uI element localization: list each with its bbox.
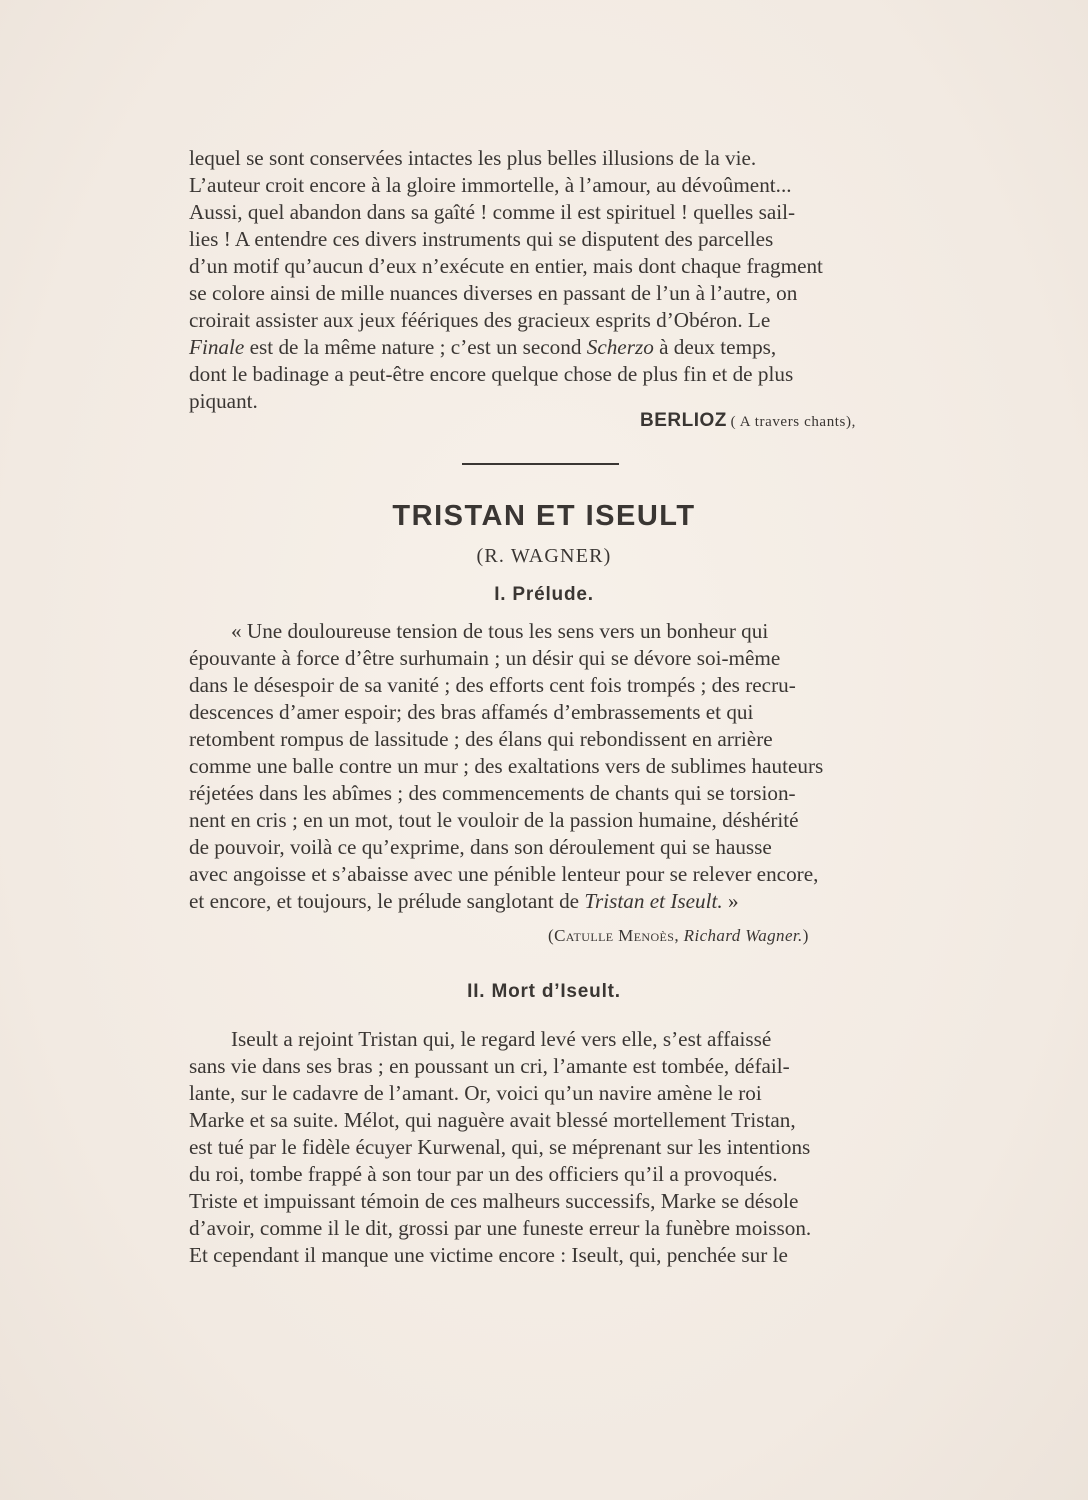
attribution-close: ) (802, 926, 809, 945)
text-line: avec angoisse et s’abaisse avec une pénible lenteur pour se relever encore, (189, 862, 819, 886)
text-line (189, 888, 919, 915)
text-segment: et encore, et toujours, le prélude sanglotant de (189, 889, 585, 913)
attribution-work: Richard Wagner. (683, 926, 803, 945)
text-line: dont le badinage a peut-être encore quelque chose de plus fin et de plus (189, 362, 794, 386)
text-line: d’avoir, comme il le dit, grossi par une funeste erreur la funèbre moisson. (189, 1216, 812, 1240)
attribution-open: ( (548, 926, 555, 945)
text-line: descences d’amer espoir; des bras affamés d’embrassements et qui (189, 700, 754, 724)
text-line: retombent rompus de lassitude ; des élans qui rebondissent en arrière (189, 727, 773, 751)
text-line: d’un motif qu’aucun d’eux n’exécute en entier, mais dont chaque fragment (189, 254, 823, 278)
prelude-attribution (548, 926, 809, 946)
text-line: lies ! A entendre ces divers instruments qui se disputent des parcelles (189, 227, 774, 251)
attribution-author: Catulle Menoès, (554, 926, 680, 945)
berlioz-passage (189, 145, 919, 415)
text-line: comme une balle contre un mur ; des exaltations vers de sublimes hauteurs (189, 754, 824, 778)
text-line: est tué par le fidèle écuyer Kurwenal, qui, se méprenant sur les intentions (189, 1135, 811, 1159)
text-line: nent en cris ; en un mot, tout le vouloir de la passion humaine, déshérité (189, 808, 799, 832)
text-line: réjetées dans les abîmes ; des commencements de chants qui se torsion- (189, 781, 796, 805)
text-line: lequel se sont conservées intactes les plus belles illusions de la vie. (189, 146, 757, 170)
attribution-source: ( A travers chants), (730, 414, 856, 430)
mort-passage (189, 1026, 919, 1269)
text-line: de pouvoir, voilà ce qu’exprime, dans son déroulement qui se hausse (189, 835, 772, 859)
text-line: Marke et sa suite. Mélot, qui naguère avait blessé mortellement Tristan, (189, 1108, 796, 1132)
mort-heading: II. Mort d’Iseult. (467, 981, 621, 1002)
berlioz-attribution (640, 410, 856, 432)
text-line: Et cependant il manque une victime encore : Iseult, qui, penchée sur le (189, 1243, 788, 1267)
text-line: piquant. (189, 389, 258, 413)
text-line: se colore ainsi de mille nuances diverses en passant de l’un à l’autre, on (189, 281, 798, 305)
text-line: sans vie dans ses bras ; en poussant un cri, l’amante est tombée, défail- (189, 1054, 790, 1078)
prelude-passage (189, 618, 919, 915)
section-divider (462, 463, 619, 465)
attribution-name: BERLIOZ (640, 410, 727, 431)
italic-scherzo: Scherzo (586, 335, 654, 359)
text-segment: à deux temps, (653, 335, 777, 359)
text-line (189, 334, 919, 361)
text-line: L’auteur croit encore à la gloire immortelle, à l’amour, au dévoûment... (189, 173, 792, 197)
text-segment: » (722, 889, 739, 913)
italic-finale: Finale (189, 335, 245, 359)
piece-composer: (R. WAGNER) (476, 545, 612, 567)
text-line: Triste et impuissant témoin de ces malheurs successifs, Marke se désole (189, 1189, 799, 1213)
text-line: croirait assister aux jeux féériques des gracieux esprits d’Obéron. Le (189, 308, 771, 332)
text-line: lante, sur le cadavre de l’amant. Or, voici qu’un navire amène le roi (189, 1081, 762, 1105)
text-line: « Une douloureuse tension de tous les sens vers un bonheur qui (231, 619, 769, 643)
text-line: dans le désespoir de sa vanité ; des efforts cent fois trompés ; des recru- (189, 673, 796, 697)
italic-title: Tristan et Iseult. (584, 889, 723, 913)
text-line: épouvante à force d’être surhumain ; un désir qui se dévore soi-même (189, 646, 781, 670)
text-segment: est de la même nature ; c’est un second (244, 335, 587, 359)
text-line: du roi, tombe frappé à son tour par un des officiers qu’il a provoqués. (189, 1162, 778, 1186)
text-line: Aussi, quel abandon dans sa gaîté ! comme il est spirituel ! quelles sail- (189, 200, 796, 224)
text-line: Iseult a rejoint Tristan qui, le regard levé vers elle, s’est affaissé (231, 1027, 772, 1051)
piece-title: TRISTAN ET ISEULT (392, 500, 696, 532)
prelude-heading: I. Prélude. (494, 584, 594, 605)
